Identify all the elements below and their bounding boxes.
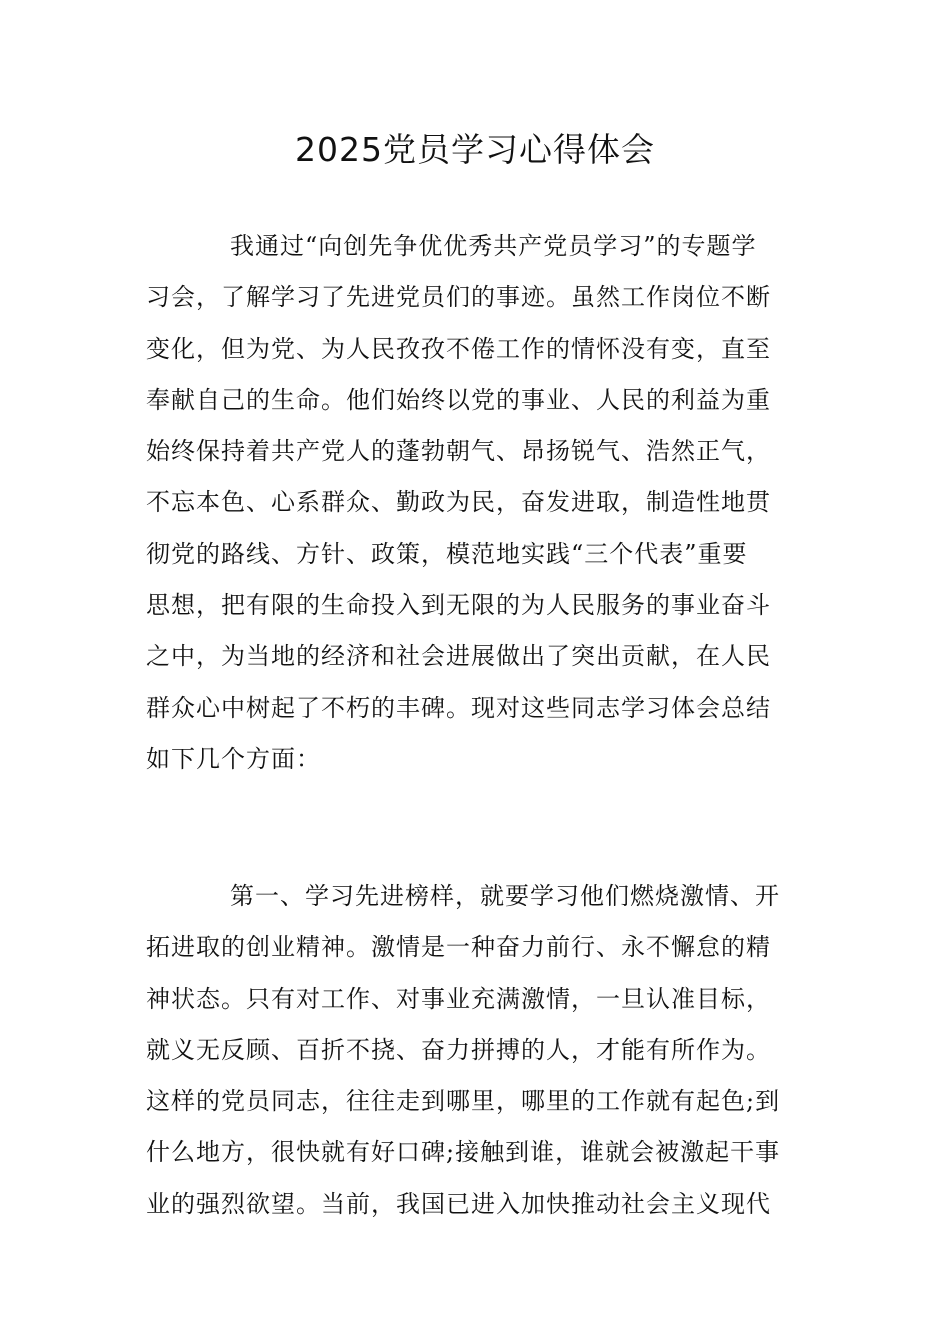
paragraph-intro bbox=[146, 221, 806, 785]
document-title: 2025党员学习心得体会 bbox=[295, 130, 655, 169]
paragraph-line: 之中，为当地的经济和社会进展做出了突出贡献，在人民 bbox=[146, 642, 771, 671]
paragraph-first-point bbox=[146, 871, 806, 1230]
paragraph-line: 神状态。只有对工作、对事业充满激情，一旦认准目标， bbox=[146, 984, 771, 1013]
paragraph-line: 变化，但为党、为人民孜孜不倦工作的情怀没有变，直至 bbox=[146, 334, 771, 363]
paragraph-line: 群众心中树起了不朽的丰碑。现对这些同志学习体会总结 bbox=[146, 693, 771, 722]
paragraph-line: 就义无反顾、百折不挠、奋力拼搏的人，才能有所作为。 bbox=[146, 1035, 771, 1064]
paragraph-line: 习会，了解学习了先进党员们的事迹。虽然工作岗位不断 bbox=[146, 283, 771, 312]
paragraph-line: 如下几个方面： bbox=[146, 744, 321, 773]
paragraph-line: 业的强烈欲望。当前，我国已进入加快推动社会主义现代 bbox=[146, 1189, 771, 1218]
paragraph-line: 始终保持着共产党人的蓬勃朝气、昂扬锐气、浩然正气， bbox=[146, 437, 771, 466]
paragraph-line: 第一、学习先进榜样，就要学习他们燃烧激情、开 bbox=[230, 882, 780, 910]
paragraph-line: 什么地方，很快就有好口碑;接触到谁，谁就会被激起干事 bbox=[146, 1138, 781, 1167]
paragraph-line: 我通过“向创先争优优秀共产党员学习”的专题学 bbox=[230, 232, 757, 260]
paragraph-line: 思想，把有限的生命投入到无限的为人民服务的事业奋斗 bbox=[146, 591, 771, 620]
paragraph-line: 不忘本色、心系群众、勤政为民，奋发进取，制造性地贯 bbox=[146, 488, 771, 517]
paragraph-line: 彻党的路线、方针、政策，模范地实践“三个代表”重要 bbox=[146, 539, 748, 568]
paragraph-line: 拓进取的创业精神。激情是一种奋力前行、永不懈怠的精 bbox=[146, 933, 771, 962]
paragraph-line: 奉献自己的生命。他们始终以党的事业、人民的利益为重 bbox=[146, 385, 771, 414]
paragraph-line: 这样的党员同志，往往走到哪里，哪里的工作就有起色;到 bbox=[146, 1087, 781, 1116]
